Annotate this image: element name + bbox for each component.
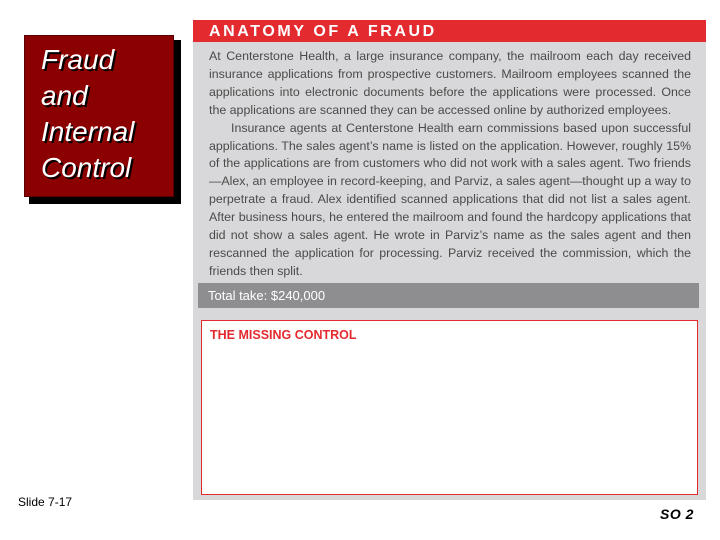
total-take-bar (198, 283, 699, 308)
panel-header (193, 20, 706, 42)
anatomy-of-fraud-panel (193, 20, 706, 500)
slide-number: Slide 7-17 (18, 495, 73, 509)
body-paragraph: Insurance agents at Centerstone Health earn commissions based upon successful applications. The sales agent’s name is listed on the application. However, roughly 15% of the applications are from customers who did not work with a sales agent. Two friends—Alex, an employee in record-keeping, and Parviz, a sales agent—thought up a way to perpetrate a fraud. Alex identified scanned applications that did not list a sales agent. After business hours, he entered the mailroom and found the hardcopy applications that did not show a sales agent. He wrote in Parviz’s name as the sales agent and then rescanned the application for processing. Parviz received the commission, which the friends then split. (209, 120, 691, 278)
slide-title-line: Control (41, 152, 132, 183)
total-take-label: Total take: $240,000 (208, 288, 326, 303)
slide-title-box (24, 35, 174, 197)
slide-title-line: Fraud (41, 44, 115, 75)
slide-title (41, 42, 171, 186)
slide-title-line: and (41, 80, 88, 111)
panel-body (209, 48, 691, 281)
missing-control-title: THE MISSING CONTROL (210, 328, 357, 342)
body-paragraph: At Centerstone Health, a large insurance company, the mailroom each day received insurance applications from prospective customers. Mailroom employees scanned the applications into electronic documents before the applications were processed. Once the applications are scanned they can be accessed online by authorized employees. (209, 49, 691, 117)
missing-control-box (201, 320, 698, 495)
study-objective-label: SO 2 (660, 506, 694, 522)
slide-title-line: Internal (41, 116, 135, 147)
panel-header-title: ANATOMY OF A FRAUD (209, 23, 437, 40)
